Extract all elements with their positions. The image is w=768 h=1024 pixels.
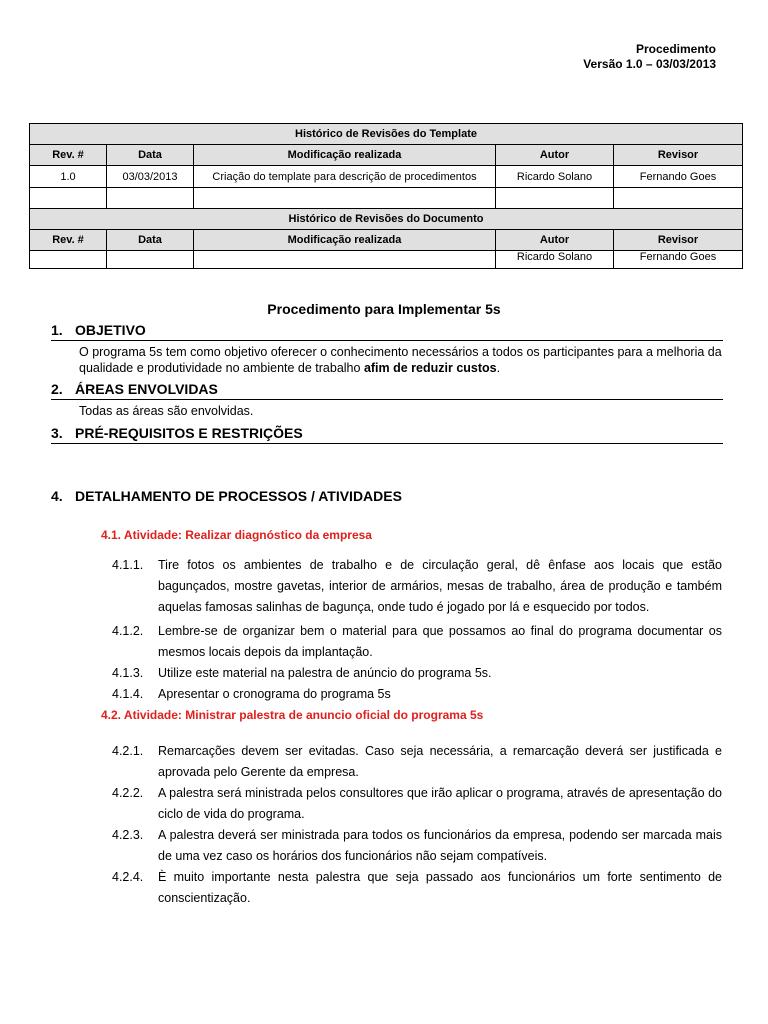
col-reviewer: Revisor bbox=[614, 230, 743, 251]
table-row bbox=[30, 251, 743, 269]
item-number: 4.2.4. bbox=[112, 870, 144, 884]
table-row bbox=[30, 188, 743, 209]
col-author: Autor bbox=[496, 145, 614, 166]
template-history-header-row bbox=[30, 145, 743, 166]
section-number: 4. bbox=[51, 488, 63, 504]
section-heading-objective bbox=[51, 322, 723, 341]
revision-history-table bbox=[29, 123, 743, 269]
cell-rev bbox=[30, 251, 107, 269]
cell-modification bbox=[194, 251, 496, 269]
item-text: Remarcações devem ser evitadas. Caso seja necessária, a remarcação deverá ser justificada e aprovada pelo Gerente da empresa. bbox=[158, 744, 722, 779]
header-doc-type: Procedimento bbox=[635, 42, 716, 56]
section-heading-areas bbox=[51, 381, 723, 400]
col-author: Autor bbox=[496, 230, 614, 251]
col-modification: Modificação realizada bbox=[194, 230, 496, 251]
list-item bbox=[112, 555, 722, 618]
section-heading-prerequisites bbox=[51, 425, 723, 444]
cell-date: 03/03/2013 bbox=[107, 166, 194, 188]
document-title: Procedimento para Implementar 5s bbox=[267, 301, 501, 317]
cell-reviewer: Fernando Goes bbox=[614, 166, 743, 188]
item-text: È muito importante nesta palestra que seja passado aos funcionários um forte sentimento de conscientização. bbox=[158, 870, 722, 905]
col-date: Data bbox=[107, 230, 194, 251]
item-text: Lembre-se de organizar bem o material para que possamos ao final do programa documentar os mesmos locais depois da implantação. bbox=[158, 624, 722, 659]
cell-date bbox=[107, 188, 194, 209]
objective-text-bold: afim de reduzir custos bbox=[363, 361, 497, 375]
item-text: A palestra será ministrada pelos consultores que irão aplicar o programa, através de apresentação do ciclo de vida do programa. bbox=[158, 786, 722, 821]
section-number: 2. bbox=[51, 381, 63, 397]
col-modification: Modificação realizada bbox=[194, 145, 496, 166]
section-title: DETALHAMENTO DE PROCESSOS / ATIVIDADES bbox=[75, 488, 402, 504]
document-history-header-row bbox=[30, 230, 743, 251]
list-item bbox=[112, 741, 722, 783]
cell-author: Ricardo Solano bbox=[496, 251, 614, 269]
cell-reviewer bbox=[614, 188, 743, 209]
col-reviewer: Revisor bbox=[614, 145, 743, 166]
cell-rev: 1.0 bbox=[30, 166, 107, 188]
item-number: 4.1.3. bbox=[112, 666, 144, 680]
areas-text: Todas as áreas são envolvidas. bbox=[79, 404, 254, 418]
item-number: 4.2.3. bbox=[112, 828, 144, 842]
list-item bbox=[112, 867, 722, 909]
section-title: PRÉ-REQUISITOS E RESTRIÇÕES bbox=[75, 425, 303, 441]
list-item bbox=[112, 621, 722, 663]
list-item bbox=[112, 783, 722, 825]
col-rev: Rev. # bbox=[30, 145, 107, 166]
cell-modification: Criação do template para descrição de procedimentos bbox=[194, 166, 496, 188]
section-number: 3. bbox=[51, 425, 63, 441]
item-text: Utilize este material na palestra de anúncio do programa 5s. bbox=[158, 666, 492, 680]
section-title: OBJETIVO bbox=[75, 322, 146, 338]
objective-text bbox=[79, 344, 729, 376]
cell-modification bbox=[194, 188, 496, 209]
objective-text-main: O programa 5s tem como objetivo oferecer o conhecimento necessários a todos os participantes para a melhoria da qualidade e produtividade no ambiente de trabalho bbox=[79, 345, 722, 375]
cell-reviewer: Fernando Goes bbox=[614, 251, 743, 269]
template-history-title: Histórico de Revisões do Template bbox=[30, 124, 743, 145]
item-number: 4.1.2. bbox=[112, 624, 144, 638]
header-version: Versão 1.0 – 03/03/2013 bbox=[583, 57, 716, 71]
document-history-title: Histórico de Revisões do Documento bbox=[30, 209, 743, 230]
cell-author: Ricardo Solano bbox=[496, 166, 614, 188]
item-text: Apresentar o cronograma do programa 5s bbox=[158, 687, 391, 701]
item-text: Tire fotos os ambientes de trabalho e de circulação geral, dê ênfase aos locais que estão bagunçados, mostre gavetas, interior de armários, mesas de trabalho, área de produção e também aquelas famosas salinhas de bagunça, onde tudo é jogado por lá e esquecido por todos. bbox=[158, 558, 722, 614]
item-number: 4.1.1. bbox=[112, 558, 144, 572]
cell-author bbox=[496, 188, 614, 209]
activity-heading-lecture: 4.2. Atividade: Ministrar palestra de anuncio oficial do programa 5s bbox=[101, 708, 484, 722]
item-number: 4.1.4. bbox=[112, 687, 144, 701]
item-number: 4.2.2. bbox=[112, 786, 144, 800]
col-rev: Rev. # bbox=[30, 230, 107, 251]
item-text: A palestra deverá ser ministrada para todos os funcionários da empresa, podendo ser marcada mais de uma vez caso os horários dos funcionários não sejam compatíveis. bbox=[158, 828, 722, 863]
activity-heading-diagnosis: 4.1. Atividade: Realizar diagnóstico da empresa bbox=[101, 528, 372, 542]
section-title: ÁREAS ENVOLVIDAS bbox=[75, 381, 218, 397]
objective-text-end: . bbox=[496, 361, 501, 375]
section-number: 1. bbox=[51, 322, 63, 338]
section-heading-processes bbox=[51, 488, 723, 506]
cell-date bbox=[107, 251, 194, 269]
document-header bbox=[583, 42, 716, 72]
item-number: 4.2.1. bbox=[112, 744, 144, 758]
list-item bbox=[112, 663, 722, 684]
cell-rev bbox=[30, 188, 107, 209]
table-row bbox=[30, 166, 743, 188]
list-item bbox=[112, 684, 722, 705]
list-item bbox=[112, 825, 722, 867]
col-date: Data bbox=[107, 145, 194, 166]
